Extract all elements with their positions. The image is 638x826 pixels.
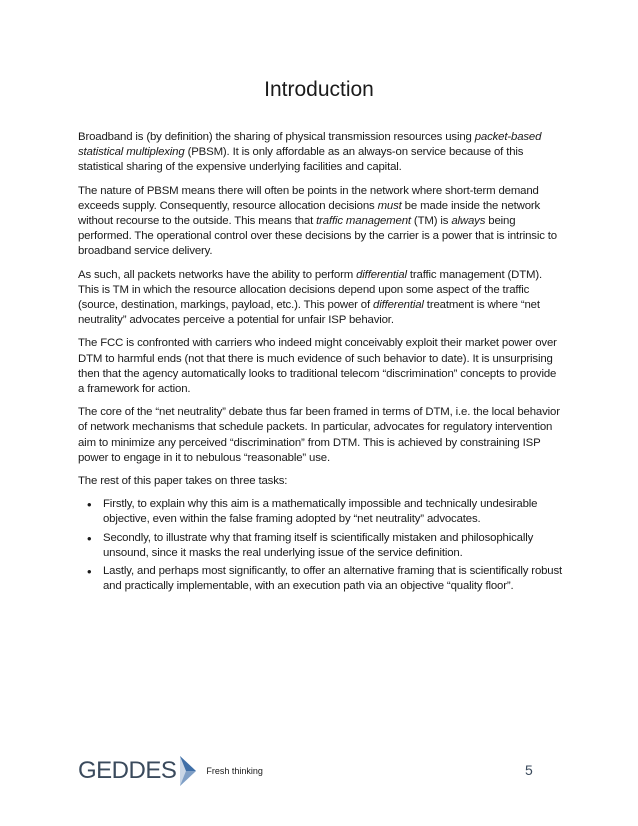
list-item: • Secondly, to illustrate why that framing itself is scientifically mistaken and philosophically unsound, since it masks the real underlying issue of the service definition. [103,531,564,561]
paragraph-3 [78,268,564,329]
emphasis-text: differential [373,299,424,312]
text-run: traffic management (DTM). This is TM in which the resource allocation decisions depend upon some aspect of the traffic (source, destination, markings, payload, etc.). This power of [78,268,543,312]
text-run: The nature of PBSM means there will often be points in the network where short-term demand exceeds supply. Consequently, resource allocation decisions [78,184,539,212]
paragraph-1 [78,130,564,176]
text-run: Broadband is (by definition) the sharing of physical transmission resources using [78,131,475,143]
emphasis-text: always [451,215,486,228]
text-run: (TM) is [410,215,452,228]
body-text [78,130,564,597]
logo-wordmark: GEDDES [78,757,177,784]
paragraph-5: The core of the “net neutrality” debate thus far been framed in terms of DTM, i.e. the local behavior of network mechanisms that schedule packets. In particular, advocates for regulatory intervention aim to minimize any perceived “discrimination” from DTM. This is achieved by constraining ISP power to engage in it to nebulous “reasonable” use. [78,406,560,464]
text-run: As such, all packets networks have the ability to perform [78,268,357,281]
emphasis-text: must [377,199,402,212]
emphasis-text: traffic management [316,215,411,228]
footer-logo [78,755,263,787]
text-run: being performed. The operational control over these decisions by the carrier is a power that is intrinsic to broadband service delivery. [78,215,557,258]
text-run: treatment is where “net neutrality” advocates perceive a potential for unfair ISP behavior. [78,299,540,327]
emphasis-text: differential [356,268,407,281]
paragraph-4: The FCC is confronted with carriers who indeed might conceivably exploit their market power over DTM to harmful ends (not that there is much evidence of such behavior to date). It is unsurprising then that the agency automatically looks to traditional telecom “discrimination” concepts to provide a framework for action. [78,337,557,396]
paragraph-6: The rest of this paper takes on three tasks: [78,475,288,488]
page-number: 5 [525,762,533,778]
text-run: be made inside the network without recourse to the outside. This means that [78,199,541,228]
paragraph-2 [78,184,564,260]
logo-tagline: Fresh thinking [206,766,263,776]
list-item: • Firstly, to explain why this aim is a mathematically impossible and technically undesirable objective, even within the false framing adopted by “net neutrality” advocates. [103,497,564,527]
text-run: (PBSM). It is only affordable as an always-on service because of this statistical sharing of the expensive underlying facilities and capital. [78,146,524,174]
logo-arrow-icon [178,756,198,786]
emphasis-text: packet-based statistical multiplexing [78,131,542,159]
section-title: Introduction [264,78,374,101]
task-list [78,497,564,594]
list-item: • Lastly, and perhaps most significantly, to offer an alternative framing that is scientifically robust and practically implementable, with an execution path via an objective “quality floor”. [103,564,564,594]
